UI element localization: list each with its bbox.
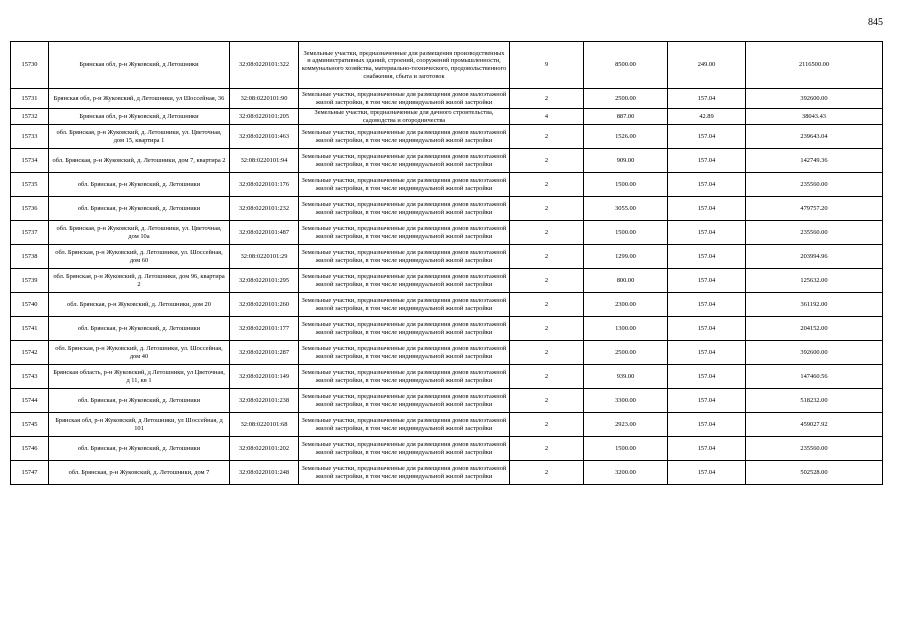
table-body bbox=[11, 42, 883, 485]
cadastral-value-cell: 361192.00 bbox=[746, 293, 883, 317]
table-row bbox=[11, 197, 883, 221]
row-number-cell: 15731 bbox=[11, 89, 49, 109]
cadastral-number-cell: 32:08:0220101:322 bbox=[230, 42, 299, 89]
land-use-cell: Земельные участки, предназначенные для размещения домов малоэтажной жилой застройки, в том числе индивидуальной жилой застройки bbox=[299, 461, 510, 485]
land-use-cell: Земельные участки, предназначенные для размещения домов малоэтажной жилой застройки, в том числе индивидуальной жилой застройки bbox=[299, 89, 510, 109]
group-cell: 9 bbox=[510, 42, 584, 89]
table-row bbox=[11, 365, 883, 389]
group-cell: 2 bbox=[510, 125, 584, 149]
cadastral-number-cell: 32:08:0220101:248 bbox=[230, 461, 299, 485]
table-row bbox=[11, 341, 883, 365]
cadastral-value-cell: 235560.00 bbox=[746, 437, 883, 461]
row-number-cell: 15738 bbox=[11, 245, 49, 269]
cadastral-number-cell: 32:08:0220101:29 bbox=[230, 245, 299, 269]
upks-cell: 157.04 bbox=[668, 89, 746, 109]
area-cell: 3200.00 bbox=[584, 461, 668, 485]
land-use-cell: Земельные участки, предназначенные для размещения домов малоэтажной жилой застройки, в том числе индивидуальной жилой застройки bbox=[299, 437, 510, 461]
group-cell: 2 bbox=[510, 365, 584, 389]
address-cell: Брянская обл, р-н Жуковский, д Летошники, ул Шоссейная, д 101 bbox=[49, 413, 230, 437]
group-cell: 2 bbox=[510, 293, 584, 317]
upks-cell: 157.04 bbox=[668, 413, 746, 437]
table-row bbox=[11, 221, 883, 245]
land-use-cell: Земельные участки, предназначенные для размещения домов малоэтажной жилой застройки, в том числе индивидуальной жилой застройки bbox=[299, 389, 510, 413]
row-number-cell: 15736 bbox=[11, 197, 49, 221]
table-row bbox=[11, 125, 883, 149]
area-cell: 800.00 bbox=[584, 269, 668, 293]
address-cell: обл. Брянская, р-н Жуковский, д. Летошники, дом 7, квартира 2 bbox=[49, 149, 230, 173]
cadastral-number-cell: 32:08:0220101:177 bbox=[230, 317, 299, 341]
land-use-cell: Земельные участки, предназначенные для размещения домов малоэтажной жилой застройки, в том числе индивидуальной жилой застройки bbox=[299, 365, 510, 389]
row-number-cell: 15743 bbox=[11, 365, 49, 389]
row-number-cell: 15741 bbox=[11, 317, 49, 341]
cadastral-number-cell: 32:08:0220101:205 bbox=[230, 109, 299, 125]
cadastral-value-cell: 147460.56 bbox=[746, 365, 883, 389]
address-cell: обл. Брянская, р-н Жуковский, д. Летошники bbox=[49, 389, 230, 413]
group-cell: 2 bbox=[510, 149, 584, 173]
row-number-cell: 15739 bbox=[11, 269, 49, 293]
cadastral-number-cell: 32:08:0220101:176 bbox=[230, 173, 299, 197]
table-row bbox=[11, 245, 883, 269]
cadastral-number-cell: 32:08:0220101:238 bbox=[230, 389, 299, 413]
cadastral-value-table bbox=[10, 41, 883, 485]
upks-cell: 157.04 bbox=[668, 389, 746, 413]
area-cell: 887.00 bbox=[584, 109, 668, 125]
cadastral-value-cell: 235560.00 bbox=[746, 221, 883, 245]
group-cell: 2 bbox=[510, 437, 584, 461]
upks-cell: 157.04 bbox=[668, 269, 746, 293]
group-cell: 2 bbox=[510, 461, 584, 485]
cadastral-value-cell: 38043.43 bbox=[746, 109, 883, 125]
row-number-cell: 15740 bbox=[11, 293, 49, 317]
table-row bbox=[11, 42, 883, 89]
land-use-cell: Земельные участки, предназначенные для размещения домов малоэтажной жилой застройки, в том числе индивидуальной жилой застройки bbox=[299, 293, 510, 317]
land-use-cell: Земельные участки, предназначенные для размещения домов малоэтажной жилой застройки, в том числе индивидуальной жилой застройки bbox=[299, 173, 510, 197]
land-use-cell: Земельные участки, предназначенные для размещения домов малоэтажной жилой застройки, в том числе индивидуальной жилой застройки bbox=[299, 269, 510, 293]
cadastral-number-cell: 32:08:0220101:487 bbox=[230, 221, 299, 245]
cadastral-value-cell: 502528.00 bbox=[746, 461, 883, 485]
area-cell: 1300.00 bbox=[584, 317, 668, 341]
cadastral-value-cell: 2116500.00 bbox=[746, 42, 883, 89]
table-row bbox=[11, 89, 883, 109]
cadastral-value-cell: 239643.04 bbox=[746, 125, 883, 149]
table-row bbox=[11, 269, 883, 293]
upks-cell: 157.04 bbox=[668, 317, 746, 341]
table-row bbox=[11, 173, 883, 197]
land-use-cell: Земельные участки, предназначенные для размещения домов малоэтажной жилой застройки, в том числе индивидуальной жилой застройки bbox=[299, 149, 510, 173]
area-cell: 3300.00 bbox=[584, 389, 668, 413]
cadastral-number-cell: 32:08:0220101:202 bbox=[230, 437, 299, 461]
address-cell: обл. Брянская, р-н Жуковский, д. Летошники bbox=[49, 317, 230, 341]
address-cell: обл. Брянская, р-н Жуковский, д. Летошники bbox=[49, 173, 230, 197]
address-cell: обл. Брянская, р-н Жуковский, д. Летошники, ул. Шоссейная, дом 60 bbox=[49, 245, 230, 269]
upks-cell: 157.04 bbox=[668, 461, 746, 485]
area-cell: 2923.00 bbox=[584, 413, 668, 437]
cadastral-value-cell: 142749.36 bbox=[746, 149, 883, 173]
address-cell: Брянская область, р-н Жуковский, д Летошники, ул Цветочная, д 11, кв 1 bbox=[49, 365, 230, 389]
address-cell: Брянская обл, р-н Жуковский, д Летошники bbox=[49, 42, 230, 89]
area-cell: 2500.00 bbox=[584, 89, 668, 109]
cadastral-value-cell: 392600.00 bbox=[746, 89, 883, 109]
land-use-cell: Земельные участки, предназначенные для дачного строительства, садоводства и огородничества bbox=[299, 109, 510, 125]
cadastral-value-cell: 235560.00 bbox=[746, 173, 883, 197]
address-cell: обл. Брянская, р-н Жуковский, д. Летошники, дом 96, квартира 2 bbox=[49, 269, 230, 293]
address-cell: обл. Брянская, р-н Жуковский, д. Летошники bbox=[49, 197, 230, 221]
group-cell: 2 bbox=[510, 173, 584, 197]
table-row bbox=[11, 317, 883, 341]
table-row bbox=[11, 109, 883, 125]
area-cell: 8500.00 bbox=[584, 42, 668, 89]
land-use-cell: Земельные участки, предназначенные для размещения домов малоэтажной жилой застройки, в том числе индивидуальной жилой застройки bbox=[299, 413, 510, 437]
group-cell: 2 bbox=[510, 389, 584, 413]
table-row bbox=[11, 149, 883, 173]
address-cell: обл. Брянская, р-н Жуковский, д. Летошники, ул. Шоссейная, дом 40 bbox=[49, 341, 230, 365]
row-number-cell: 15735 bbox=[11, 173, 49, 197]
cadastral-number-cell: 32:08:0220101:68 bbox=[230, 413, 299, 437]
land-use-cell: Земельные участки, предназначенные для размещения домов малоэтажной жилой застройки, в том числе индивидуальной жилой застройки bbox=[299, 341, 510, 365]
row-number-cell: 15746 bbox=[11, 437, 49, 461]
table-row bbox=[11, 437, 883, 461]
cadastral-number-cell: 32:08:0220101:94 bbox=[230, 149, 299, 173]
address-cell: обл. Брянская, р-н Жуковский, д. Летошники, ул. Цветочная, дом 10а bbox=[49, 221, 230, 245]
address-cell: обл. Брянская, р-н Жуковский, д. Летошники, дом 20 bbox=[49, 293, 230, 317]
row-number-cell: 15742 bbox=[11, 341, 49, 365]
table-row bbox=[11, 461, 883, 485]
upks-cell: 157.04 bbox=[668, 125, 746, 149]
row-number-cell: 15730 bbox=[11, 42, 49, 89]
group-cell: 2 bbox=[510, 413, 584, 437]
land-use-cell: Земельные участки, предназначенные для размещения домов малоэтажной жилой застройки, в том числе индивидуальной жилой застройки bbox=[299, 221, 510, 245]
area-cell: 2300.00 bbox=[584, 293, 668, 317]
area-cell: 1500.00 bbox=[584, 173, 668, 197]
area-cell: 2500.00 bbox=[584, 341, 668, 365]
address-cell: обл. Брянская, р-н Жуковский, д. Летошники bbox=[49, 437, 230, 461]
cadastral-number-cell: 32:08:0220101:149 bbox=[230, 365, 299, 389]
land-use-cell: Земельные участки, предназначенные для размещения домов малоэтажной жилой застройки, в том числе индивидуальной жилой застройки bbox=[299, 125, 510, 149]
table-row bbox=[11, 389, 883, 413]
cadastral-value-cell: 459027.92 bbox=[746, 413, 883, 437]
address-cell: обл. Брянская, р-н Жуковский, д. Летошники, дом 7 bbox=[49, 461, 230, 485]
group-cell: 2 bbox=[510, 245, 584, 269]
area-cell: 1299.00 bbox=[584, 245, 668, 269]
cadastral-value-cell: 518232.00 bbox=[746, 389, 883, 413]
area-cell: 3055.00 bbox=[584, 197, 668, 221]
row-number-cell: 15745 bbox=[11, 413, 49, 437]
group-cell: 2 bbox=[510, 269, 584, 293]
upks-cell: 157.04 bbox=[668, 437, 746, 461]
land-use-cell: Земельные участки, предназначенные для размещения домов малоэтажной жилой застройки, в том числе индивидуальной жилой застройки bbox=[299, 197, 510, 221]
row-number-cell: 15747 bbox=[11, 461, 49, 485]
address-cell: Брянская обл, р-н Жуковский, д Летошники bbox=[49, 109, 230, 125]
group-cell: 2 bbox=[510, 197, 584, 221]
upks-cell: 249.00 bbox=[668, 42, 746, 89]
cadastral-value-cell: 479757.20 bbox=[746, 197, 883, 221]
upks-cell: 157.04 bbox=[668, 245, 746, 269]
row-number-cell: 15744 bbox=[11, 389, 49, 413]
upks-cell: 157.04 bbox=[668, 221, 746, 245]
table-row bbox=[11, 413, 883, 437]
cadastral-value-cell: 125632.00 bbox=[746, 269, 883, 293]
area-cell: 1526.00 bbox=[584, 125, 668, 149]
upks-cell: 42.89 bbox=[668, 109, 746, 125]
cadastral-number-cell: 32:08:0220101:287 bbox=[230, 341, 299, 365]
row-number-cell: 15734 bbox=[11, 149, 49, 173]
upks-cell: 157.04 bbox=[668, 197, 746, 221]
cadastral-number-cell: 32:08:0220101:463 bbox=[230, 125, 299, 149]
row-number-cell: 15737 bbox=[11, 221, 49, 245]
area-cell: 909.00 bbox=[584, 149, 668, 173]
cadastral-value-cell: 203994.96 bbox=[746, 245, 883, 269]
area-cell: 1500.00 bbox=[584, 221, 668, 245]
area-cell: 939.00 bbox=[584, 365, 668, 389]
upks-cell: 157.04 bbox=[668, 293, 746, 317]
group-cell: 2 bbox=[510, 341, 584, 365]
cadastral-number-cell: 32:08:0220101:260 bbox=[230, 293, 299, 317]
area-cell: 1500.00 bbox=[584, 437, 668, 461]
upks-cell: 157.04 bbox=[668, 341, 746, 365]
cadastral-number-cell: 32:08:0220101:90 bbox=[230, 89, 299, 109]
land-use-cell: Земельные участки, предназначенные для размещения домов малоэтажной жилой застройки, в том числе индивидуальной жилой застройки bbox=[299, 245, 510, 269]
group-cell: 2 bbox=[510, 221, 584, 245]
group-cell: 4 bbox=[510, 109, 584, 125]
cadastral-number-cell: 32:08:0220101:295 bbox=[230, 269, 299, 293]
upks-cell: 157.04 bbox=[668, 173, 746, 197]
land-use-cell: Земельные участки, предназначенные для размещения производственных и административных зданий, строений, сооружений промышленности, коммунального хозяйства, материально-технического, продовольственного снабжения, сбыта и заготовок bbox=[299, 42, 510, 89]
upks-cell: 157.04 bbox=[668, 365, 746, 389]
row-number-cell: 15733 bbox=[11, 125, 49, 149]
address-cell: Брянская обл, р-н Жуковский, д Летошники, ул Шоссейная, 36 bbox=[49, 89, 230, 109]
land-use-cell: Земельные участки, предназначенные для размещения домов малоэтажной жилой застройки, в том числе индивидуальной жилой застройки bbox=[299, 317, 510, 341]
upks-cell: 157.04 bbox=[668, 149, 746, 173]
page-number: 845 bbox=[868, 17, 883, 28]
cadastral-value-cell: 392600.00 bbox=[746, 341, 883, 365]
cadastral-value-cell: 204152.00 bbox=[746, 317, 883, 341]
row-number-cell: 15732 bbox=[11, 109, 49, 125]
group-cell: 2 bbox=[510, 317, 584, 341]
cadastral-number-cell: 32:08:0220101:232 bbox=[230, 197, 299, 221]
group-cell: 2 bbox=[510, 89, 584, 109]
table-row bbox=[11, 293, 883, 317]
address-cell: обл. Брянская, р-н Жуковский, д. Летошники, ул. Цветочная, дом 15, квартира 1 bbox=[49, 125, 230, 149]
